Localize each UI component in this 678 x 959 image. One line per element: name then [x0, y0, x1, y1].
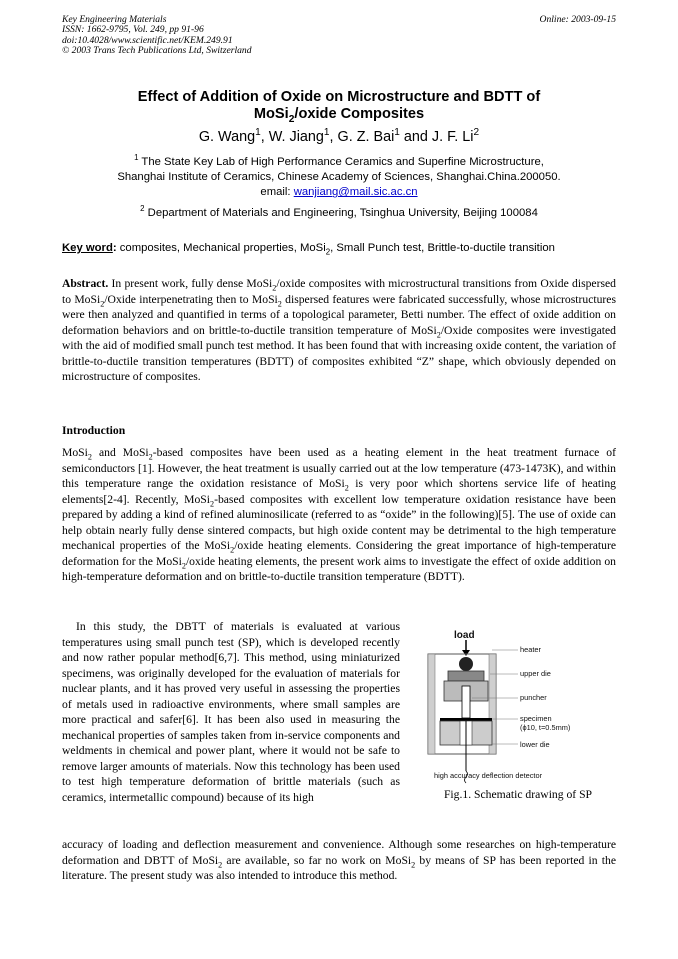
label-puncher: puncher — [520, 693, 547, 702]
abstract-label: Abstract. — [62, 277, 109, 290]
load-arrowhead — [462, 650, 470, 656]
heater-left — [428, 654, 435, 754]
title-line-1: Effect of Addition of Oxide on Microstructure and BDTT of — [137, 89, 541, 105]
journal-name: Key Engineering Materials — [62, 14, 167, 25]
paragraph: accuracy of loading and deflection measurement and convenience. Although some researches on high-temperature deformation and DBTT of MoSi$_2$ are available, so far no work on MoSi$_2$ by means of SP has been reported in the literature. The present study was also intended to introduce this method. — [62, 838, 616, 882]
abstract: Abstract. In present work, fully dense MoSi$_2$/oxide composites with microstructural transitions from Oxide dispersed to MoSi$_2$/Oxide interpenetrating then to MoSi$_2$ dispersed features were fabricated successfully, whose microstructures were then analyzed and quantified in terms of a topological parameter, Betti number. The effect of oxide addition on deformation behaviors and on brittle-to-ductile transition temperature of MoSi$_2$/Oxide composites were investigated with the aid of modified small punch test method. It has been found that with increasing oxide content, the variation of brittle-to-ductile transition temperatures (BDTT) of composites exhibited “Z” shape, which obviously depended on microstructure of composites. — [62, 277, 617, 383]
section-heading: Introduction — [62, 424, 126, 437]
label-detector: high accuracy deflection detector — [434, 771, 543, 780]
keywords-label: Key word — [62, 242, 113, 254]
puncher — [462, 686, 470, 718]
email-link[interactable]: wanjiang@mail.sic.ac.cn — [293, 186, 418, 199]
issn-line: ISSN: 1662-9795, Vol. 249, pp 91-96 — [62, 24, 204, 36]
journal-header — [62, 15, 252, 57]
doi-line: doi:10.4028/www.scientific.net/KEM.249.91 — [62, 34, 233, 46]
author: G. Wang$^1$, — [198, 127, 269, 145]
author-list — [62, 129, 616, 146]
label-load: load — [454, 630, 475, 641]
title-line-2: MoSi$_2$/oxide Composites — [253, 106, 425, 125]
author: W. Jiang$^1$, — [268, 127, 338, 145]
specimen — [440, 718, 492, 721]
paragraph: MoSi$_2$ and MoSi$_2$-based composites have been used as a heating element in the heat treatment furnace of semiconductors [1]. However, the heat treatment is usually carried out at the low temperature (473-1473K), and within this temperature range the oxidation resistance of MoSi$_2$ is very poor which shortens service life of heating elements[2-4]. Recently, MoSi$_2$-based composites with excellent low temperature oxidation resistance have been prepared by adding a kind of refined aluminosilicate (referred to as “oxide” in the following)[5]. The use of oxide can help obtain nearly fully dense sintered compacts, but high oxide content may be detrimental to the high temperature mechanical properties of the MoSi$_2$/oxide heating elements. Considering the great importance of high-temperature deformation for the MoSi$_2$/oxide heating elements, the present work aims to investigate the effect of oxide addition on high-temperature deformation and on brittle-to-ductile transition temperature (BDTT). — [62, 446, 617, 583]
online-date: Online: 2003-09-15 — [539, 14, 616, 25]
author: J. F. Li$^2$ — [431, 127, 480, 145]
author: G. Z. Bai$^1$ and — [337, 127, 432, 145]
label-specimen: specimen — [520, 714, 552, 723]
paper-title — [62, 89, 616, 123]
label-specimen-dims: (ϕ10, t=0.5mm) — [520, 723, 571, 732]
label-lower-die: lower die — [520, 740, 550, 749]
sp-schematic-figure — [418, 626, 618, 806]
keywords: Key word: composites, Mechanical properties, MoSi$_2$, Small Punch test, Brittle-to-ductile transition — [62, 242, 555, 257]
upper-die-top — [448, 671, 484, 681]
affiliation-1: $^1$ The State Key Lab of High Performance Ceramics and Superfine Microstructure, Shanghai Institute of Ceramics, Chinese Academy of Sciences, Shanghai.China.200050. email: wanjiang@mail.sic.ac.cn — [117, 153, 561, 199]
figure-caption: Fig.1. Schematic drawing of SP — [443, 788, 593, 801]
label-upper-die: upper die — [520, 669, 551, 678]
copyright-line: © 2003 Trans Tech Publications Ltd, Switzerland — [62, 45, 252, 57]
load-ball — [459, 657, 473, 671]
paragraph: In this study, the DBTT of materials is evaluated at various temperatures using small punch test (SP), which is developed recently and now rather popular method[6,7]. This method, using miniaturized specimens, was originally developed for the evaluation of materials for nuclear plants, and it has proved very useful in assessing the properties of metals used in radioactive environments, where small samples are more practical and safer[6]. It has been also used in measuring the mechanical properties of samples taken from in-service components and weldments in chemical and power plant, where it would not be safe to remove larger amounts of materials. Now this technology has been used to test high temperature deformation of brittle materials (such as ceramics, intermetallic compound) because of its high — [62, 620, 400, 804]
label-heater: heater — [520, 645, 541, 654]
affiliation-2: $^2$ Department of Materials and Engineering, Tsinghua University, Beijing 100084 — [140, 204, 538, 219]
